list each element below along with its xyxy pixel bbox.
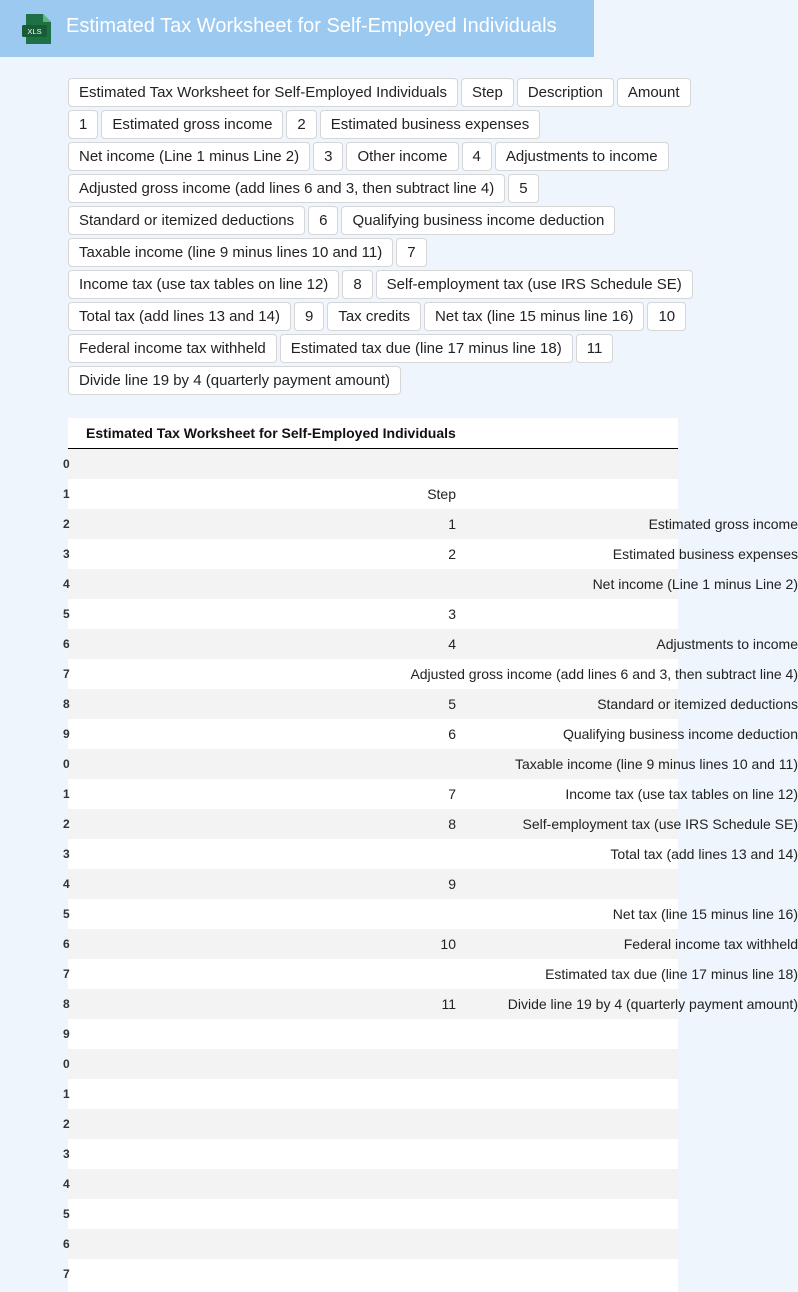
step-cell[interactable]: 2 bbox=[448, 546, 456, 562]
table-row bbox=[63, 929, 798, 959]
table-row bbox=[63, 719, 798, 749]
table-row bbox=[63, 629, 798, 659]
cell-chip[interactable]: Estimated tax due (line 17 minus line 18) bbox=[280, 334, 573, 363]
description-cell[interactable]: Standard or itemized deductions bbox=[597, 696, 798, 712]
cell-chip[interactable]: Divide line 19 by 4 (quarterly payment amount) bbox=[68, 366, 401, 395]
cell-chip[interactable]: Taxable income (line 9 minus lines 10 and 11) bbox=[68, 238, 393, 267]
cell-chip[interactable]: Step bbox=[461, 78, 514, 107]
table-row bbox=[63, 1079, 678, 1109]
table-row bbox=[63, 1229, 678, 1259]
step-cell[interactable]: 5 bbox=[448, 696, 456, 712]
table-row bbox=[63, 1109, 678, 1139]
description-cell[interactable]: Adjusted gross income (add lines 6 and 3, then subtract line 4) bbox=[410, 666, 798, 682]
cell-chip[interactable]: 6 bbox=[308, 206, 338, 235]
row-number: 4 bbox=[63, 877, 70, 891]
step-cell[interactable]: 6 bbox=[448, 726, 456, 742]
table-row bbox=[63, 959, 798, 989]
row-number: 6 bbox=[63, 1237, 70, 1251]
row-number: 3 bbox=[63, 1147, 70, 1161]
cell-chip[interactable]: Total tax (add lines 13 and 14) bbox=[68, 302, 291, 331]
cell-chip[interactable]: Estimated Tax Worksheet for Self-Employed Individuals bbox=[68, 78, 458, 107]
xls-file-icon bbox=[22, 14, 51, 44]
table-row bbox=[63, 779, 798, 809]
row-number: 2 bbox=[63, 517, 70, 531]
table-row bbox=[63, 1019, 678, 1049]
step-cell[interactable]: Step bbox=[427, 486, 456, 502]
app-header bbox=[0, 0, 594, 57]
description-cell[interactable]: Estimated tax due (line 17 minus line 18) bbox=[545, 966, 798, 982]
row-number: 4 bbox=[63, 577, 70, 591]
cell-chip[interactable]: 9 bbox=[294, 302, 324, 331]
table-row bbox=[63, 1139, 678, 1169]
step-cell[interactable]: 8 bbox=[448, 816, 456, 832]
row-number: 7 bbox=[63, 667, 70, 681]
step-cell[interactable]: 4 bbox=[448, 636, 456, 652]
description-cell[interactable]: Divide line 19 by 4 (quarterly payment amount) bbox=[507, 996, 798, 1012]
description-cell[interactable]: Taxable income (line 9 minus lines 10 and 11) bbox=[514, 756, 798, 772]
cell-chip[interactable]: 5 bbox=[508, 174, 538, 203]
row-number: 1 bbox=[63, 787, 70, 801]
table-row bbox=[63, 989, 798, 1019]
table-row bbox=[63, 569, 798, 599]
table-row bbox=[63, 1169, 678, 1199]
table-row bbox=[63, 809, 798, 839]
row-number: 8 bbox=[63, 697, 70, 711]
step-cell[interactable]: 9 bbox=[448, 876, 456, 892]
table-row bbox=[63, 749, 798, 779]
cell-chip[interactable]: 8 bbox=[342, 270, 372, 299]
sheet-rows bbox=[63, 449, 798, 1289]
step-cell[interactable]: 11 bbox=[441, 996, 456, 1012]
table-row bbox=[63, 479, 678, 509]
description-cell[interactable]: Estimated business expenses bbox=[612, 546, 798, 562]
row-number: 3 bbox=[63, 547, 70, 561]
row-number: 5 bbox=[63, 907, 70, 921]
table-row bbox=[63, 839, 798, 869]
row-number: 9 bbox=[63, 1027, 70, 1041]
cell-chip[interactable]: 2 bbox=[286, 110, 316, 139]
description-cell[interactable]: Income tax (use tax tables on line 12) bbox=[565, 786, 798, 802]
row-number: 2 bbox=[63, 817, 70, 831]
cell-chip[interactable]: Adjustments to income bbox=[495, 142, 669, 171]
description-cell[interactable]: Net tax (line 15 minus line 16) bbox=[612, 906, 798, 922]
cell-chip[interactable]: Adjusted gross income (add lines 6 and 3, then subtract line 4) bbox=[68, 174, 505, 203]
row-number: 6 bbox=[63, 637, 70, 651]
row-number: 5 bbox=[63, 607, 70, 621]
table-row bbox=[63, 1049, 678, 1079]
cell-chip[interactable]: 10 bbox=[647, 302, 686, 331]
row-number: 2 bbox=[63, 1117, 70, 1131]
step-cell[interactable]: 7 bbox=[448, 786, 456, 802]
row-number: 0 bbox=[63, 457, 70, 471]
description-cell[interactable]: Adjustments to income bbox=[656, 636, 798, 652]
row-number: 4 bbox=[63, 1177, 70, 1191]
cell-chip[interactable]: Net tax (line 15 minus line 16) bbox=[424, 302, 644, 331]
table-row bbox=[63, 599, 678, 629]
description-cell[interactable]: Self-employment tax (use IRS Schedule SE) bbox=[522, 816, 798, 832]
cell-chip[interactable]: 1 bbox=[68, 110, 98, 139]
row-number: 1 bbox=[63, 487, 70, 501]
cell-chip[interactable]: Income tax (use tax tables on line 12) bbox=[68, 270, 339, 299]
cell-chip[interactable]: 11 bbox=[576, 334, 614, 363]
cell-chip[interactable]: Net income (Line 1 minus Line 2) bbox=[68, 142, 310, 171]
row-number: 0 bbox=[63, 757, 70, 771]
table-row bbox=[63, 1259, 678, 1289]
row-number: 7 bbox=[63, 1267, 70, 1281]
step-cell[interactable]: 1 bbox=[448, 516, 456, 532]
row-number: 1 bbox=[63, 1087, 70, 1101]
row-number: 3 bbox=[63, 847, 70, 861]
cell-chip[interactable]: 7 bbox=[396, 238, 426, 267]
table-row bbox=[63, 869, 678, 899]
row-number: 5 bbox=[63, 1207, 70, 1221]
row-number: 8 bbox=[63, 997, 70, 1011]
cell-chip[interactable]: Description bbox=[517, 78, 614, 107]
cell-chip[interactable]: 4 bbox=[462, 142, 492, 171]
description-cell[interactable]: Estimated gross income bbox=[648, 516, 798, 532]
cell-chip[interactable]: Amount bbox=[617, 78, 691, 107]
spreadsheet-view[interactable] bbox=[63, 418, 798, 1292]
cell-chip[interactable]: Tax credits bbox=[327, 302, 421, 331]
cell-chip[interactable]: Estimated gross income bbox=[101, 110, 283, 139]
page-title: Estimated Tax Worksheet for Self-Employed Individuals bbox=[66, 15, 557, 37]
description-cell[interactable]: Federal income tax withheld bbox=[623, 936, 798, 952]
step-cell[interactable]: 3 bbox=[448, 606, 456, 622]
description-cell[interactable]: Total tax (add lines 13 and 14) bbox=[610, 846, 798, 862]
row-number: 9 bbox=[63, 727, 70, 741]
table-row bbox=[63, 539, 798, 569]
table-row bbox=[63, 1199, 678, 1229]
cell-chip[interactable]: Qualifying business income deduction bbox=[341, 206, 615, 235]
table-row bbox=[63, 689, 798, 719]
svg-text:XLS: XLS bbox=[27, 27, 42, 36]
sheet-title: Estimated Tax Worksheet for Self-Employed Individuals bbox=[68, 418, 678, 449]
cell-chip-list bbox=[68, 78, 698, 395]
cell-chip[interactable]: Estimated business expenses bbox=[320, 110, 540, 139]
table-row bbox=[63, 509, 798, 539]
cell-chip[interactable]: Standard or itemized deductions bbox=[68, 206, 305, 235]
row-number: 7 bbox=[63, 967, 70, 981]
description-cell[interactable]: Qualifying business income deduction bbox=[562, 726, 798, 742]
row-number: 6 bbox=[63, 937, 70, 951]
cell-chip[interactable]: Other income bbox=[346, 142, 458, 171]
cell-chip[interactable]: Self-employment tax (use IRS Schedule SE) bbox=[376, 270, 693, 299]
table-row bbox=[63, 899, 798, 929]
step-cell[interactable]: 10 bbox=[440, 936, 456, 952]
row-number: 0 bbox=[63, 1057, 70, 1071]
description-cell[interactable]: Net income (Line 1 minus Line 2) bbox=[592, 576, 798, 592]
table-row bbox=[63, 449, 678, 479]
cell-chip[interactable]: 3 bbox=[313, 142, 343, 171]
cell-chip[interactable]: Federal income tax withheld bbox=[68, 334, 277, 363]
table-row bbox=[63, 659, 798, 689]
